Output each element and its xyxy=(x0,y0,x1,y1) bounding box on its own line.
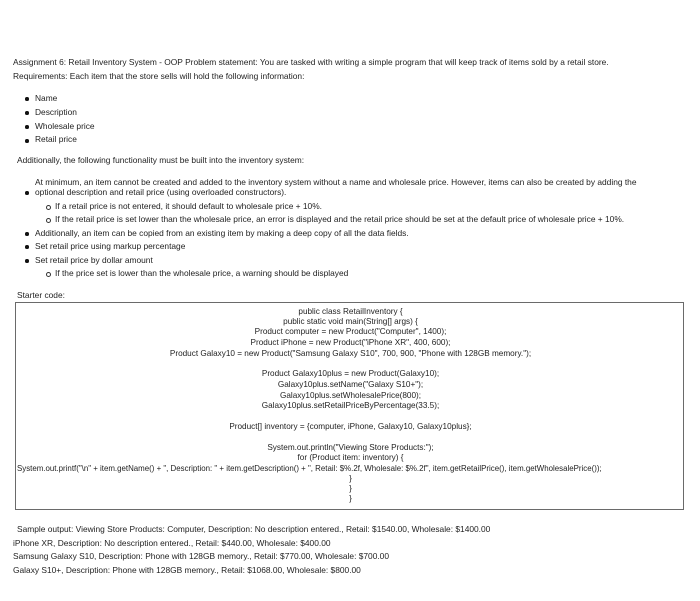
sub-list-item: If the retail price is set lower than the wholesale price, an error is displayed and the retail price should be set at the default price of wholesale price + 10%. xyxy=(55,214,625,224)
code-line: Product Galaxy10 = new Product("Samsung Galaxy S10", 700, 900, "Phone with 128GB memory."); xyxy=(169,349,532,358)
list-item: At minimum, an item cannot be created and added to the inventory system without a name and wholesale price. However, items can also be created by adding the xyxy=(35,177,637,187)
list-item: Set retail price using markup percentage xyxy=(35,241,186,251)
code-line: Product Galaxy10plus = new Product(Galaxy10); xyxy=(261,369,440,378)
requirements-line: Requirements: Each item that the store sells will hold the following information: xyxy=(13,71,305,81)
sample-output-line: Galaxy S10+, Description: Phone with 128GB memory., Retail: $1068.00, Wholesale: $800.00 xyxy=(13,565,361,575)
code-line: Product iPhone = new Product("iPhone XR", 400, 600); xyxy=(250,338,451,347)
list-item: Wholesale price xyxy=(35,121,95,131)
bullet-icon xyxy=(25,139,29,143)
code-line: System.out.println("Viewing Store Products:"); xyxy=(267,443,434,452)
starter-code-label: Starter code: xyxy=(17,290,65,300)
code-line: } xyxy=(349,484,352,493)
list-item: Name xyxy=(35,93,58,103)
code-line: public class RetailInventory { xyxy=(298,307,403,316)
starter-code-box xyxy=(15,302,684,510)
list-item: Retail price xyxy=(35,134,77,144)
bullet-icon xyxy=(25,97,29,101)
code-line: Galaxy10plus.setWholesalePrice(800); xyxy=(279,391,422,400)
bullet-icon xyxy=(25,191,29,195)
code-line: System.out.printf("\n" + item.getName() + ", Description: " + item.getDescription() + ", Retail: $%.2f, Wholesale: $%.2f", item.getRetailPrice(), item.getWholesalePrice()); xyxy=(17,464,602,473)
sub-bullet-icon xyxy=(46,272,51,277)
code-line: Galaxy10plus.setName("Galaxy S10+"); xyxy=(277,380,424,389)
code-line: Product[] inventory = {computer, iPhone, Galaxy10, Galaxy10plus}; xyxy=(229,422,472,431)
list-item: Additionally, an item can be copied from an existing item by making a deep copy of all the data fields. xyxy=(35,228,409,238)
functionality-intro: Additionally, the following functionality must be built into the inventory system: xyxy=(17,155,305,165)
code-line: } xyxy=(349,474,352,483)
list-item: Description xyxy=(35,107,77,117)
list-item-continued: optional description and retail price (using overloaded constructors). xyxy=(35,187,287,197)
code-line: Product computer = new Product("Computer", 1400); xyxy=(254,327,447,336)
sample-output-line: Samsung Galaxy S10, Description: Phone with 128GB memory., Retail: $770.00, Wholesale: $700.00 xyxy=(13,551,389,561)
code-line: Galaxy10plus.setRetailPriceByPercentage(33.5); xyxy=(261,401,440,410)
code-line: for (Product item: inventory) { xyxy=(297,453,404,462)
bullet-icon xyxy=(25,125,29,129)
code-line: } xyxy=(349,494,352,503)
sub-list-item: If a retail price is not entered, it should default to wholesale price + 10%. xyxy=(55,201,322,211)
sample-output-line: Sample output: Viewing Store Products: Computer, Description: No description entered., Retail: $1540.00, Wholesale: $1400.00 xyxy=(17,524,491,534)
sub-bullet-icon xyxy=(46,205,51,210)
code-line: public static void main(String[] args) { xyxy=(283,317,418,326)
assignment-title-line: Assignment 6: Retail Inventory System - OOP Problem statement: You are tasked with writing a simple program that will keep track of items sold by a retail store. xyxy=(13,57,609,67)
bullet-icon xyxy=(25,111,29,115)
sub-bullet-icon xyxy=(46,218,51,223)
sub-list-item: If the price set is lower than the wholesale price, a warning should be displayed xyxy=(55,268,349,278)
bullet-icon xyxy=(25,259,29,263)
list-item: Set retail price by dollar amount xyxy=(35,255,153,265)
bullet-icon xyxy=(25,232,29,236)
bullet-icon xyxy=(25,245,29,249)
sample-output-line: iPhone XR, Description: No description entered., Retail: $440.00, Wholesale: $400.00 xyxy=(13,538,331,548)
